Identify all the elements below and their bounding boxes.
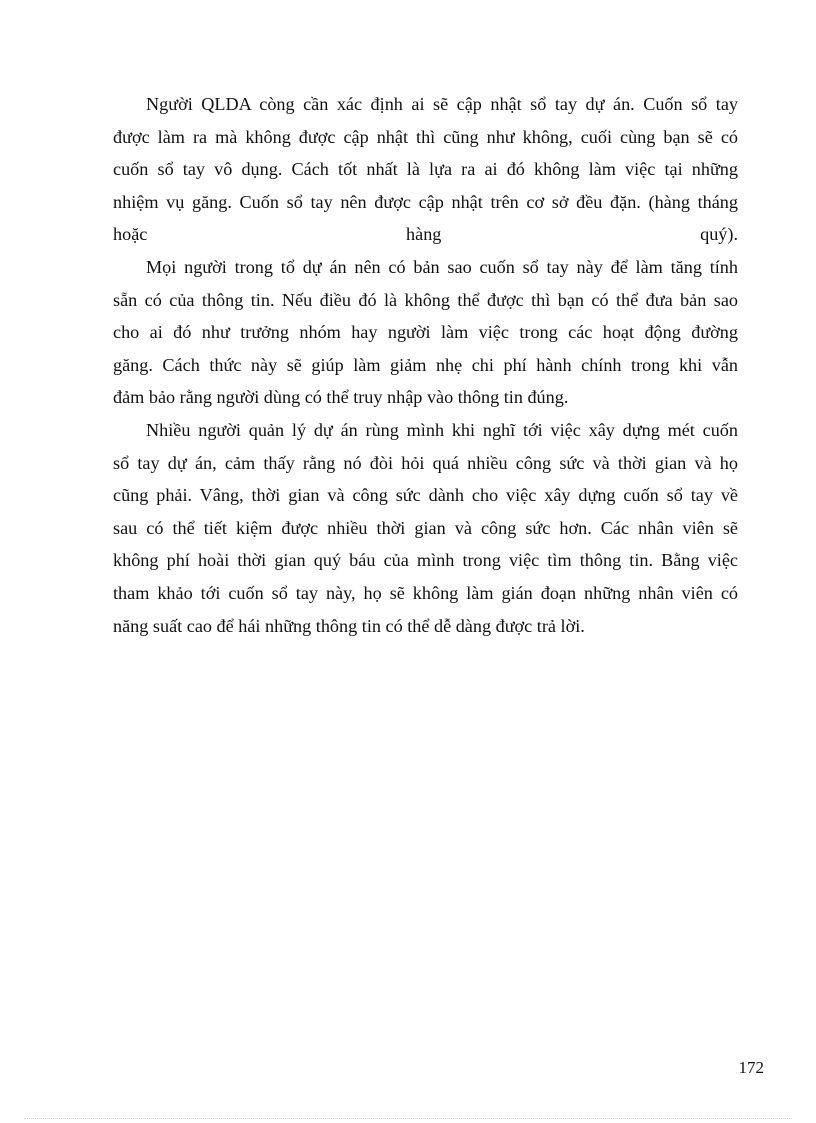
paragraph-line: Nhiều người quản lý dự án rùng mình khi nghĩ tới việc xây dựng mét cuốn bbox=[146, 419, 738, 440]
paragraph-line: hoặc hàng quý). bbox=[113, 224, 738, 245]
paragraph-2 bbox=[113, 251, 738, 414]
paragraph-line: sau có thể tiết kiệm được nhiều thời gian và công sức hơn. Các nhân viên sẽ bbox=[113, 517, 738, 538]
page-bottom-divider bbox=[24, 1118, 792, 1119]
paragraph-line: không phí hoài thời gian quý báu của mình trong việc tìm thông tin. Bằng việc bbox=[113, 550, 738, 571]
paragraph-3 bbox=[113, 414, 738, 642]
page-number: 172 bbox=[738, 1058, 764, 1077]
paragraph-line: được làm ra mà không được cập nhật thì cũng như không, cuối cùng bạn sẽ có bbox=[113, 126, 738, 147]
paragraph-line: năng suất cao để hái những thông tin có thể dễ dàng được trả lời. bbox=[113, 615, 585, 636]
paragraph-line: cũng phải. Vâng, thời gian và công sức dành cho việc xây dựng cuốn sổ tay về bbox=[113, 485, 738, 506]
paragraph-line: sổ tay dự án, cảm thấy rằng nó đòi hỏi quá nhiều công sức và thời gian và họ bbox=[113, 452, 738, 473]
paragraph-line: Mọi người trong tổ dự án nên có bản sao cuốn sổ tay này để làm tăng tính bbox=[146, 256, 738, 277]
paragraph-line: Người QLDA còng cần xác định ai sẽ cập nhật sổ tay dự án. Cuốn sổ tay bbox=[146, 94, 738, 114]
paragraph-line: găng. Cách thức này sẽ giúp làm giảm nhẹ chi phí hành chính trong khi vẫn bbox=[113, 354, 738, 375]
paragraph-line: đảm bảo rằng người dùng có thể truy nhập vào thông tin đúng. bbox=[113, 387, 569, 408]
body-text bbox=[113, 88, 738, 642]
paragraph-line: nhiệm vụ găng. Cuốn sổ tay nên được cập nhật trên cơ sở đều đặn. (hàng tháng bbox=[113, 191, 738, 212]
paragraph-line: cuốn sổ tay vô dụng. Cách tốt nhất là lựa ra ai đó không làm việc tại những bbox=[113, 159, 738, 180]
paragraph-line: cho ai đó như trưởng nhóm hay người làm việc trong các hoạt động đường bbox=[113, 322, 738, 343]
paragraph-line: sẵn có của thông tin. Nếu điều đó là không thể được thì bạn có thể đưa bản sao bbox=[113, 289, 738, 310]
paragraph-line: tham khảo tới cuốn sổ tay này, họ sẽ không làm gián đoạn những nhân viên có bbox=[113, 582, 738, 603]
paragraph-1 bbox=[113, 88, 738, 251]
